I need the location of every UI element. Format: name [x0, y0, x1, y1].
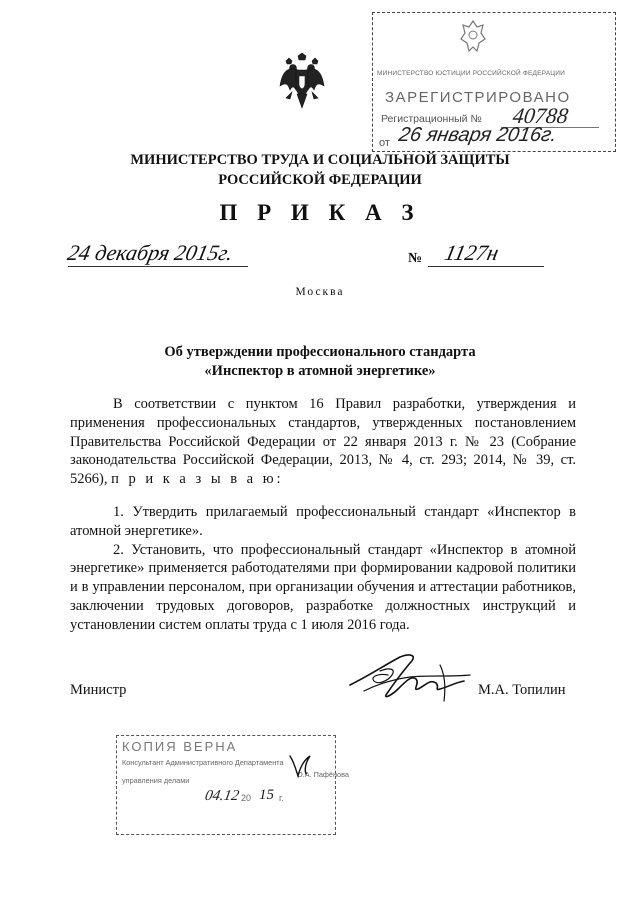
order-subject-line1: Об утверждении профессионального стандарта — [164, 344, 476, 360]
signatory-title: Министр — [70, 682, 127, 698]
signatory-name: М.А. Топилин — [478, 682, 566, 698]
copy-stamp-department: управления делами — [122, 776, 190, 785]
stamp-number-label: Регистрационный № — [381, 113, 482, 125]
order-subject-line2: «Инспектор в атомной энергетике» — [204, 363, 436, 379]
order-subject — [0, 343, 640, 381]
order-item-2: 2. Установить, что профессиональный стандарт «Инспектор в атомной энергетике» применяется работодателями при формировании кадровой политики и в управлении персоналом, при организации обучения и аттестации работников, заключении трудовых договоров, разработке должностных инструкций и установлении систем оплаты труда с 1 июля 2016 года. — [70, 541, 576, 633]
stamp-registration-number: 40788 — [511, 103, 570, 128]
order-word: п р и к а з ы в а ю: — [111, 471, 284, 488]
copy-stamp-position: Консультант Административного Департамента — [122, 758, 284, 767]
copy-stamp-year-suffix: г. — [279, 793, 284, 803]
order-date-underline — [68, 266, 248, 267]
stamp-date-prefix: от — [379, 137, 390, 149]
copy-stamp-year: 15 — [259, 787, 274, 803]
copy-stamp-title: КОПИЯ ВЕРНА — [122, 739, 238, 754]
order-number-underline — [428, 266, 544, 267]
stamp-registration-date: 26 января 2016г. — [397, 124, 559, 146]
document-type-heading: П Р И К А З — [219, 200, 421, 225]
order-item-1: 1. Утвердить прилагаемый профессиональный стандарт «Инспектор в атомной энергетике». — [70, 503, 576, 539]
copy-stamp-date: 04.12 — [203, 788, 241, 804]
city-name: Москва — [295, 286, 345, 298]
minister-signature — [340, 645, 480, 715]
order-date: 24 декабря 2015г. — [65, 240, 236, 265]
preamble-text: В соответствии с пунктом 16 Правил разработки, утверждения и применения профессиональных стандартов, утвержденных постановлением Правительства Российской Федерации от 22 января 2013 г. № 23 (Собрание законодательства Российской Федерации, 2013, № 4, ст. 293; 2014, № 39, ст. 5266), — [70, 396, 576, 488]
stamp-emblem-icon — [457, 17, 489, 57]
copy-stamp-signature — [286, 752, 316, 780]
russian-coat-of-arms-icon — [278, 52, 326, 110]
number-sign: № — [408, 251, 423, 266]
stamp-registered-label: ЗАРЕГИСТРИРОВАНО — [385, 89, 571, 106]
ministry-name-line1: МИНИСТЕРСТВО ТРУДА И СОЦИАЛЬНОЙ ЗАЩИТЫ — [130, 152, 510, 168]
ministry-name — [0, 150, 640, 190]
copy-stamp-year-prefix: 20 — [241, 793, 252, 803]
order-body — [70, 395, 576, 635]
order-number: 1127н — [442, 240, 502, 265]
ministry-name-line2: РОССИЙСКОЙ ФЕДЕРАЦИИ — [218, 172, 422, 188]
copy-certification-stamp — [116, 735, 349, 835]
stamp-ministry-line: МИНИСТЕРСТВО ЮСТИЦИИ РОССИЙСКОЙ ФЕДЕРАЦИИ — [377, 70, 566, 77]
registration-stamp — [372, 12, 616, 152]
copy-stamp-official-name: О.А. Пафёнова — [297, 770, 349, 779]
preamble-paragraph — [70, 395, 576, 489]
